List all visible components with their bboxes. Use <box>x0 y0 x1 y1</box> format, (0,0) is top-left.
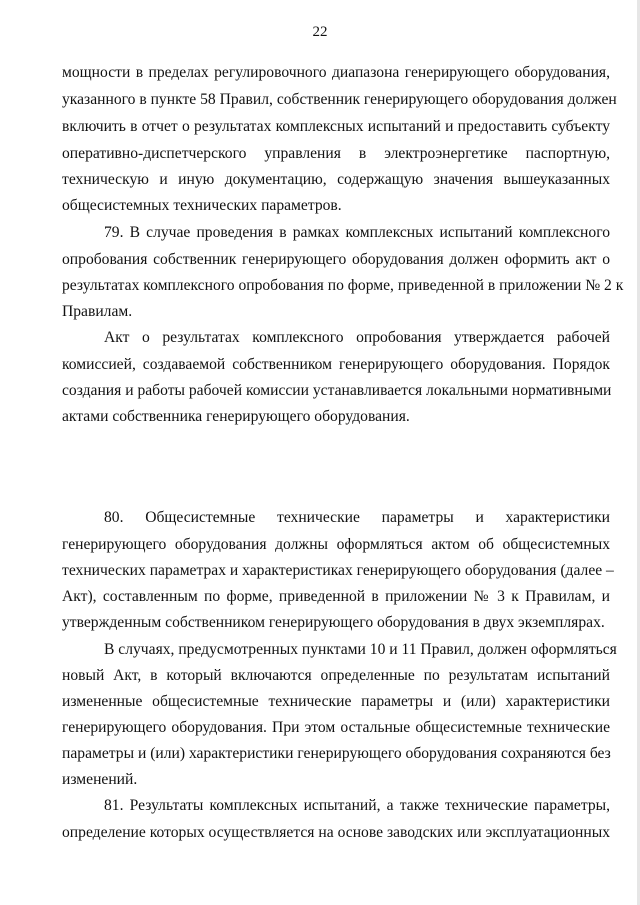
text-line: оперативно-диспетчерского управления в электроэнергетике паспортную, <box>62 145 610 162</box>
text-line: В случаях, предусмотренных пунктами 10 и 11 Правил, должен оформляться <box>104 641 617 658</box>
text-line: результатах комплексного опробования по форме, приведенной в приложении № 2 к <box>62 277 624 294</box>
text-line: опробования собственник генерирующего оборудования должен оформить акт о <box>62 251 610 268</box>
text-line: актами собственника генерирующего оборудования. <box>62 408 410 425</box>
text-line: генерирующего оборудования. При этом остальные общесистемные технические <box>62 719 610 736</box>
text-line: комиссией, создаваемой собственником генерирующего оборудования. Порядок <box>62 356 610 373</box>
text-line: определение которых осуществляется на основе заводских или эксплуатационных <box>62 824 610 841</box>
text-line: общесистемных технических параметров. <box>62 197 342 214</box>
text-line: мощности в пределах регулировочного диапазона генерирующего оборудования, <box>62 64 610 81</box>
text-line: Акт о результатах комплексного опробования утверждается рабочей <box>104 329 610 346</box>
text-line: Акт), составленным по форме, приведенной в приложении № 3 к Правилам, и <box>62 588 610 605</box>
text-line: новый Акт, в который включаются определенные по результатам испытаний <box>62 667 610 684</box>
text-line: 81. Результаты комплексных испытаний, а также технические параметры, <box>104 797 610 814</box>
text-line: изменений. <box>62 771 138 788</box>
text-line: указанного в пункте 58 Правил, собственник генерирующего оборудования должен <box>62 91 617 108</box>
text-line: параметры и (или) характеристики генерирующего оборудования сохраняются без <box>62 745 611 762</box>
text-line: 79. В случае проведения в рамках комплексных испытаний комплексного <box>104 224 610 241</box>
text-line: генерирующего оборудования должны оформляться актом об общесистемных <box>62 536 610 553</box>
text-line: технических параметрах и характеристиках генерирующего оборудования (далее – <box>62 562 614 579</box>
text-line: 80. Общесистемные технические параметры и характеристики <box>104 509 610 526</box>
text-line: утвержденным собственником генерирующего оборудования в двух экземплярах. <box>62 614 605 631</box>
text-line: техническую и иную документацию, содержащую значения вышеуказанных <box>62 171 610 188</box>
text-line: Правилам. <box>62 303 133 320</box>
text-line: создания и работы рабочей комиссии устанавливается локальными нормативными <box>62 382 612 399</box>
page-number: 22 <box>312 24 328 40</box>
text-line: измененные общесистемные технические параметры и (или) характеристики <box>62 693 610 710</box>
text-line: включить в отчет о результатах комплексных испытаний и предоставить субъекту <box>62 118 610 135</box>
